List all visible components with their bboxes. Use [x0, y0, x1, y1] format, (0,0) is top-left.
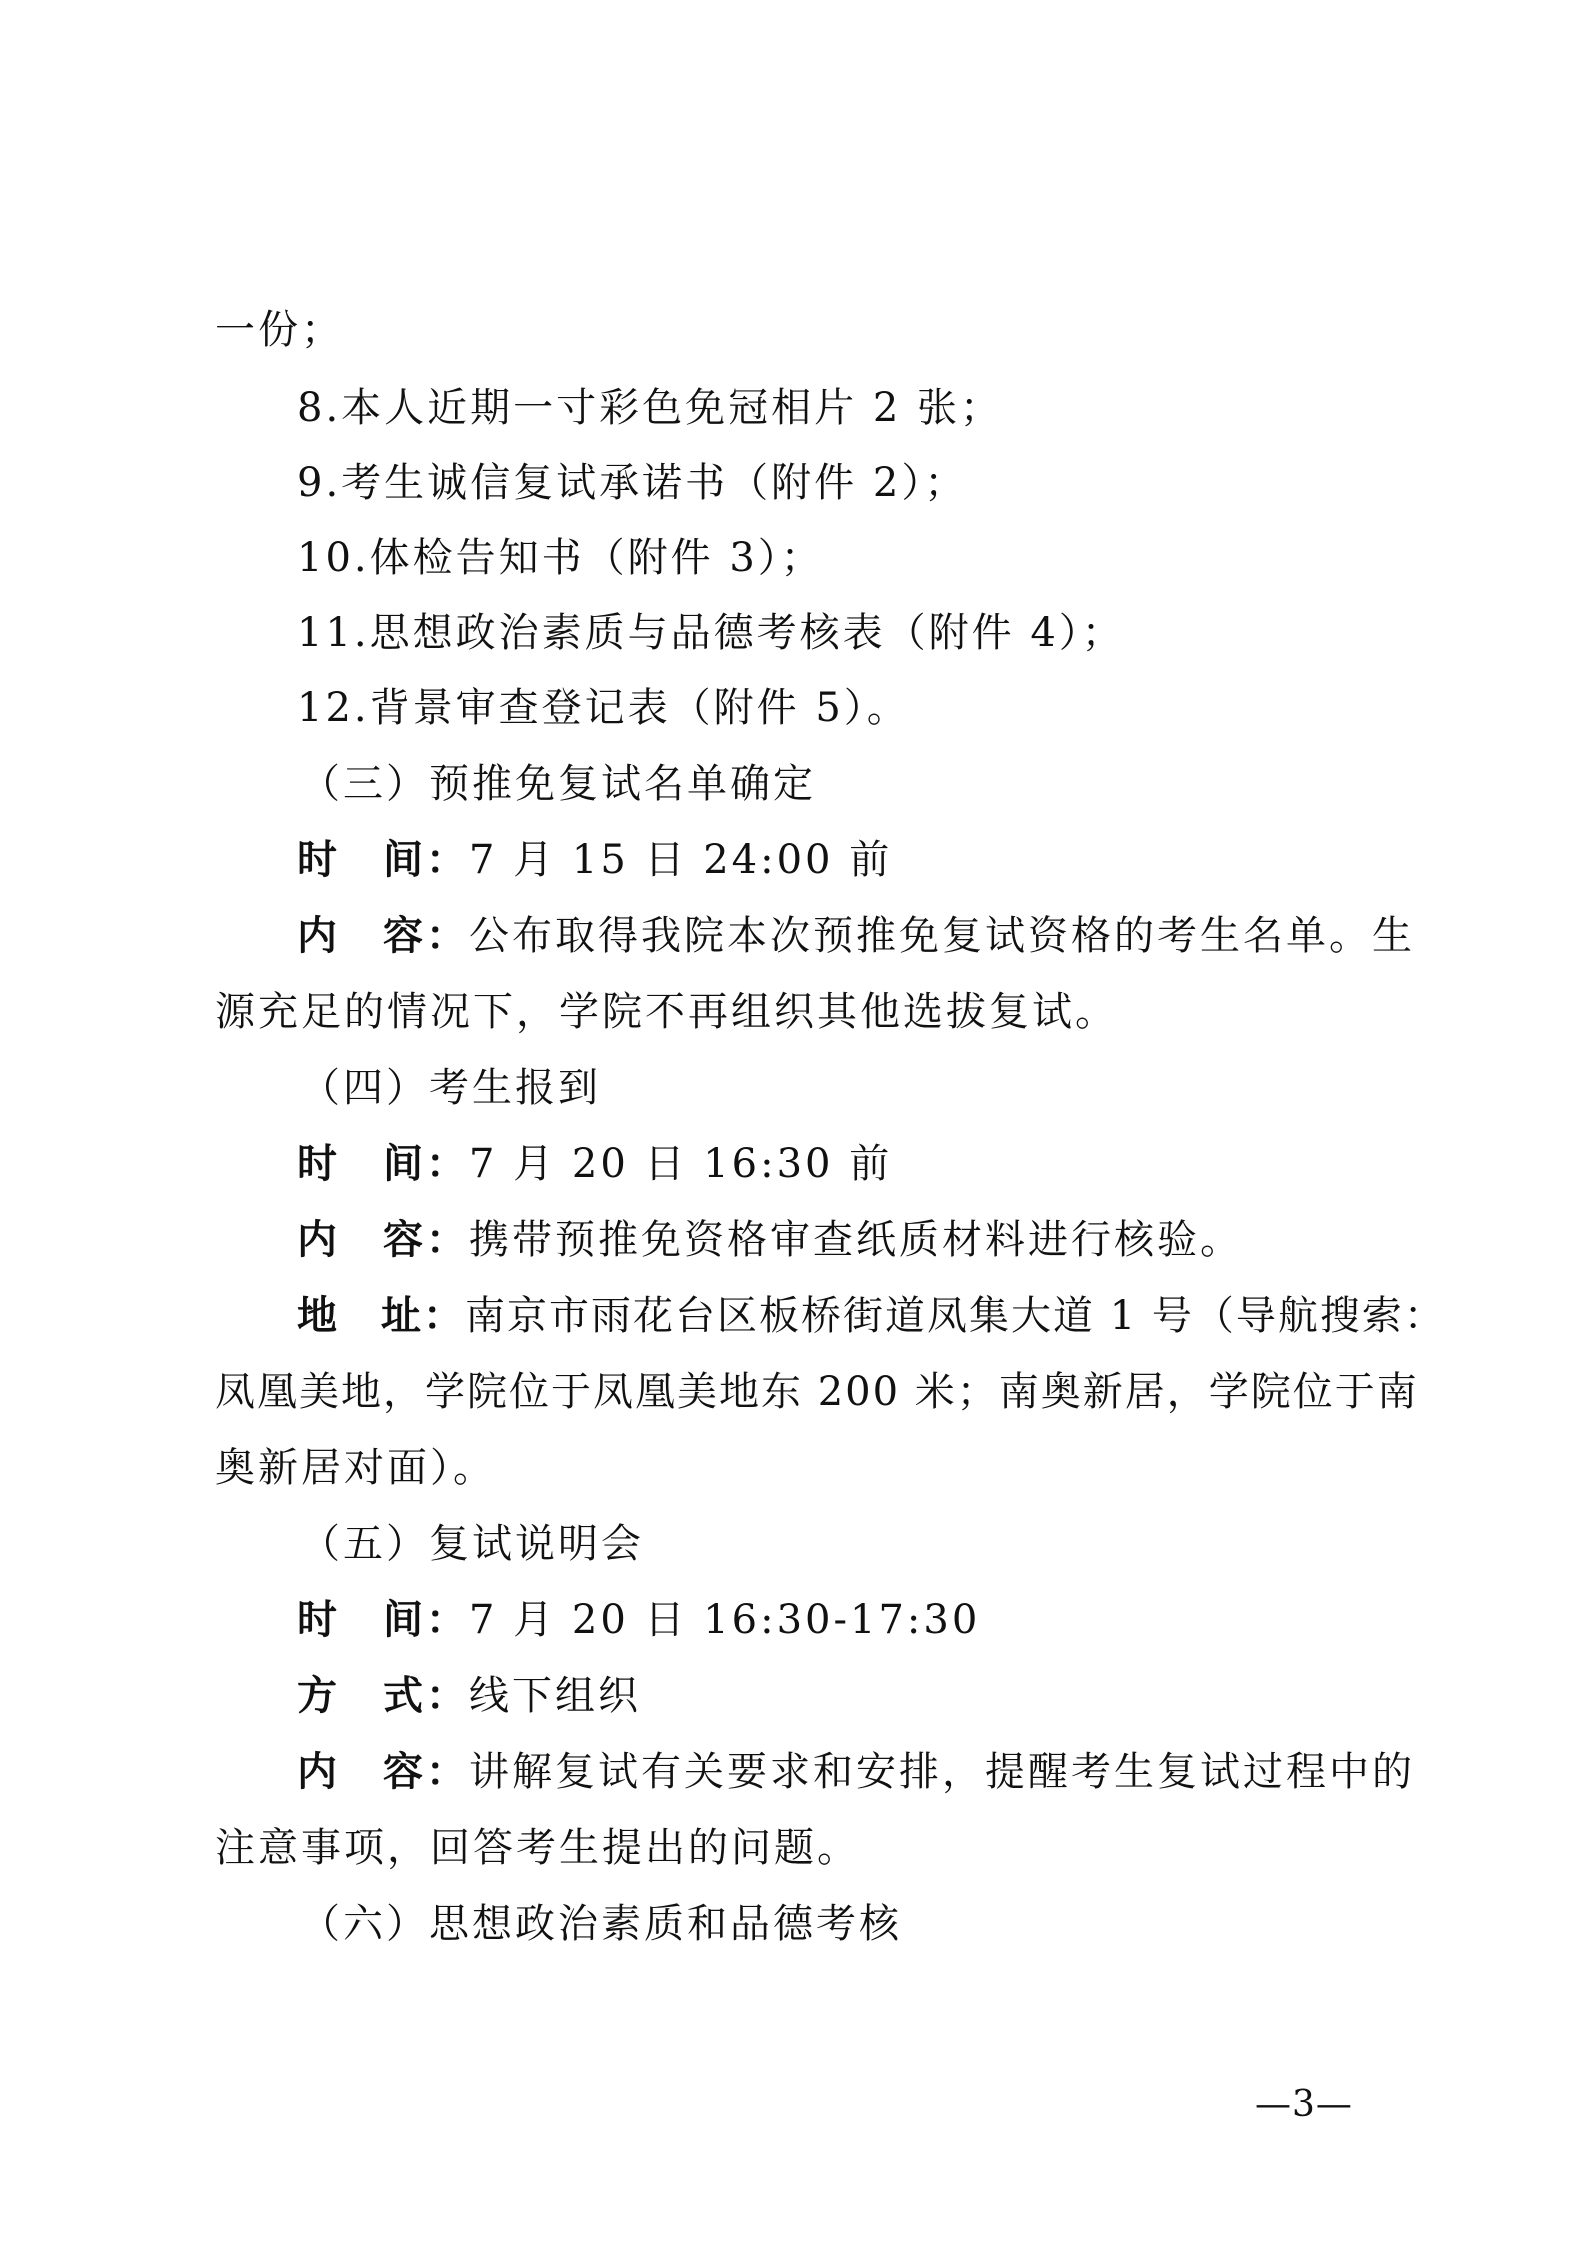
s4-address-line1: 南京市雨花台区板桥街道凤集大道 1 号（导航搜索：: [465, 1293, 1446, 1339]
s4-address-row: [0, 1292, 1587, 1340]
s3-time-value: 7 月 15 日 24:00 前: [469, 837, 893, 883]
s4-address-line3: 奥新居对面）。: [215, 1445, 496, 1491]
s3-content-label: 内 容：: [297, 912, 469, 959]
s4-address-label: 地 址：: [297, 1292, 465, 1339]
s4-time-label: 时 间：: [297, 1140, 469, 1187]
s5-content-row: [0, 1748, 1587, 1796]
s4-content-value: 携带预推免资格审查纸质材料进行核验。: [469, 1217, 1243, 1263]
section-heading-3: （三）预推免复试名单确定: [300, 761, 816, 807]
s3-content-line2: 源充足的情况下，学院不再组织其他选拔复试。: [215, 989, 1118, 1035]
section-heading-5: （五）复试说明会: [300, 1521, 644, 1567]
page-number: —3—: [1255, 2084, 1353, 2125]
s5-mode-row: [0, 1672, 1587, 1720]
list-item-10: 10.体检告知书（附件 3）；: [297, 535, 824, 581]
s3-content-line1: 公布取得我院本次预推免复试资格的考生名单。生: [469, 913, 1415, 959]
s5-mode-value: 线下组织: [469, 1673, 641, 1719]
s4-content-row: [0, 1216, 1587, 1264]
s3-content-row: [0, 912, 1587, 960]
s4-time-value: 7 月 20 日 16:30 前: [469, 1141, 893, 1187]
s5-content-line2: 注意事项，回答考生提出的问题。: [215, 1825, 860, 1871]
s4-time-row: [0, 1140, 1587, 1188]
s5-mode-label: 方 式：: [297, 1672, 469, 1719]
text-line: 一份；: [215, 307, 344, 353]
section-heading-4: （四）考生报到: [300, 1065, 601, 1111]
s5-time-value: 7 月 20 日 16:30-17:30: [469, 1597, 981, 1643]
list-item-12: 12.背景审查登记表（附件 5）。: [297, 685, 910, 731]
s3-time-row: [0, 836, 1587, 884]
s4-address-line2: 凤凰美地，学院位于凤凰美地东 200 米；南奥新居，学院位于南: [215, 1369, 1419, 1415]
list-item-11: 11.思想政治素质与品德考核表（附件 4）；: [297, 610, 1125, 656]
s3-time-label: 时 间：: [297, 836, 469, 883]
s5-content-line1: 讲解复试有关要求和安排，提醒考生复试过程中的: [469, 1749, 1415, 1795]
s5-time-label: 时 间：: [297, 1596, 469, 1643]
list-item-8: 8.本人近期一寸彩色免冠相片 2 张；: [297, 385, 1004, 431]
s5-content-label: 内 容：: [297, 1748, 469, 1795]
list-item-9: 9.考生诚信复试承诺书（附件 2）；: [297, 460, 968, 506]
section-heading-6: （六）思想政治素质和品德考核: [300, 1901, 902, 1947]
s4-content-label: 内 容：: [297, 1216, 469, 1263]
s5-time-row: [0, 1596, 1587, 1644]
